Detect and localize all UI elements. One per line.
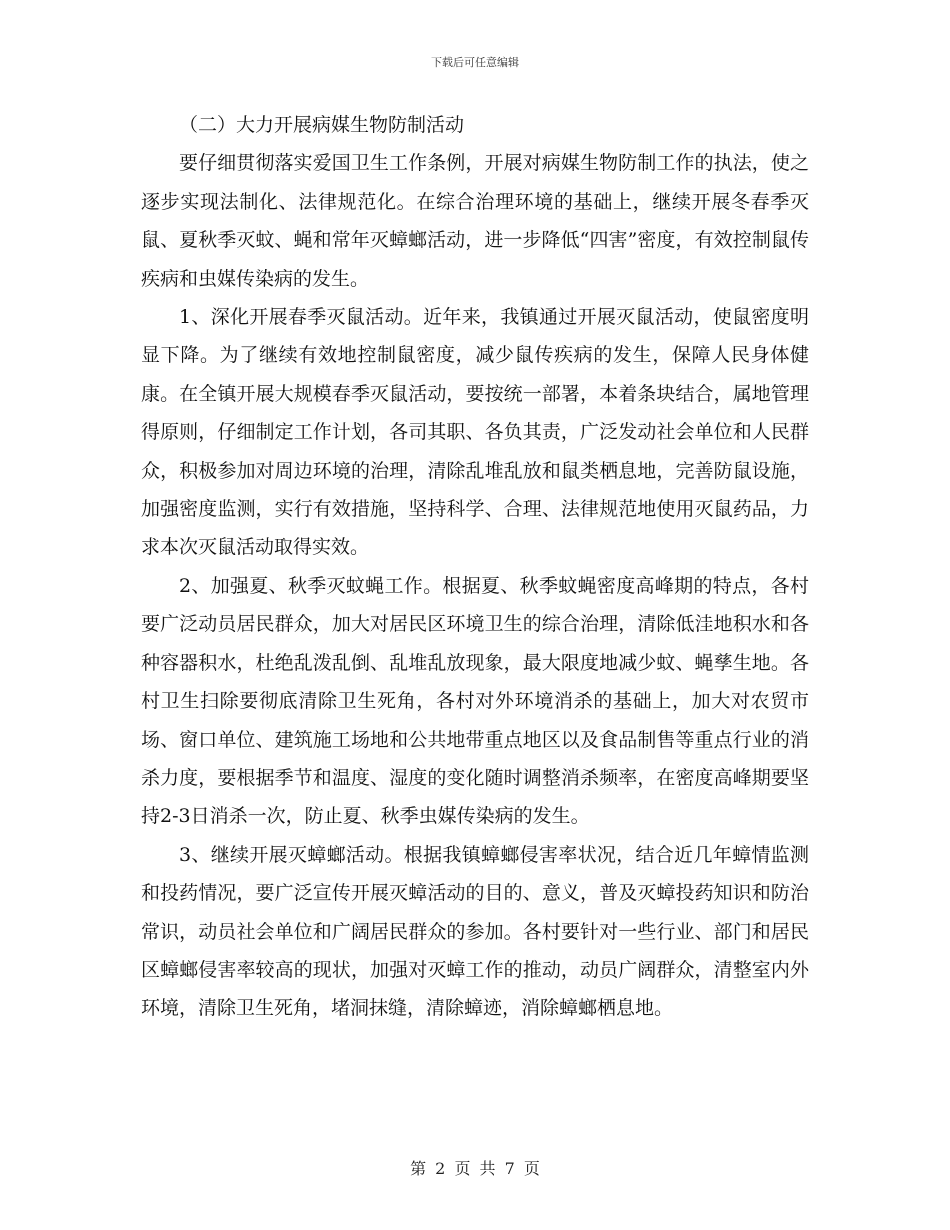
section-title: （二）大力开展病媒生物防制活动	[179, 114, 465, 136]
paragraph-cockroach-control: 3、继续开展灭蟑螂活动。根据我镇蟑螂侵害率状况，结合近几年蟑情监测和投药情况，要广泛宣传开展灭蟑活动的目的、意义，普及灭蟑投药知识和防治常识，动员社会单位和广阔居民群众的参加。各村要针对一些行业、部门和居民区蟑螂侵害率较高的现状，加强对灭蟑工作的推动，动员广阔群众，清整室内外环境，清除卫生死角，堵洞抹缝，清除蟑迹，消除蟑螂栖息地。	[141, 843, 809, 1020]
document-body	[141, 106, 809, 1028]
paragraph-mosquito-fly-control: 2、加强夏、秋季灭蚊蝇工作。根据夏、秋季蚊蝇密度高峰期的特点，各村要广泛动员居民群众，加大对居民区环境卫生的综合治理，清除低洼地积水和各种容器积水，杜绝乱泼乱倒、乱堆乱放现象，最大限度地减少蚊、蝇孳生地。各村卫生扫除要彻底清除卫生死角，各村对外环境消杀的基础上，加大对农贸市场、窗口单位、建筑施工场地和公共地带重点地区以及食品制售等重点行业的消杀力度，要根据季节和温度、湿度的变化随时调整消杀频率，在密度高峰期要坚持2-3日消杀一次，防止夏、秋季虫媒传染病的发生。	[141, 574, 809, 828]
page-number-footer: 第 2 页 共 7 页	[410, 1159, 540, 1178]
paragraph-rodent-control: 1、深化开展春季灭鼠活动。近年来，我镇通过开展灭鼠活动，使鼠密度明显下降。为了继续有效地控制鼠密度，减少鼠传疾病的发生，保障人民身体健康。在全镇开展大规模春季灭鼠活动，要按统一部署，本着条块结合，属地管理得原则，仔细制定工作计划，各司其职、各负其责，广泛发动社会单位和人民群众，积极参加对周边环境的治理，清除乱堆乱放和鼠类栖息地，完善防鼠设施，加强密度监测，实行有效措施，坚持科学、合理、法律规范地使用灭鼠药品，力求本次灭鼠活动取得实效。	[141, 306, 809, 559]
paragraph-intro: 要仔细贯彻落实爱国卫生工作条例，开展对病媒生物防制工作的执法，使之逐步实现法制化、法律规范化。在综合治理环境的基础上，继续开展冬春季灭鼠、夏秋季灭蚊、蝇和常年灭蟑螂活动，进一步降低“四害”密度，有效控制鼠传疾病和虫媒传染病的发生。	[141, 152, 809, 290]
page-header: 下载后可任意编辑	[431, 56, 519, 69]
